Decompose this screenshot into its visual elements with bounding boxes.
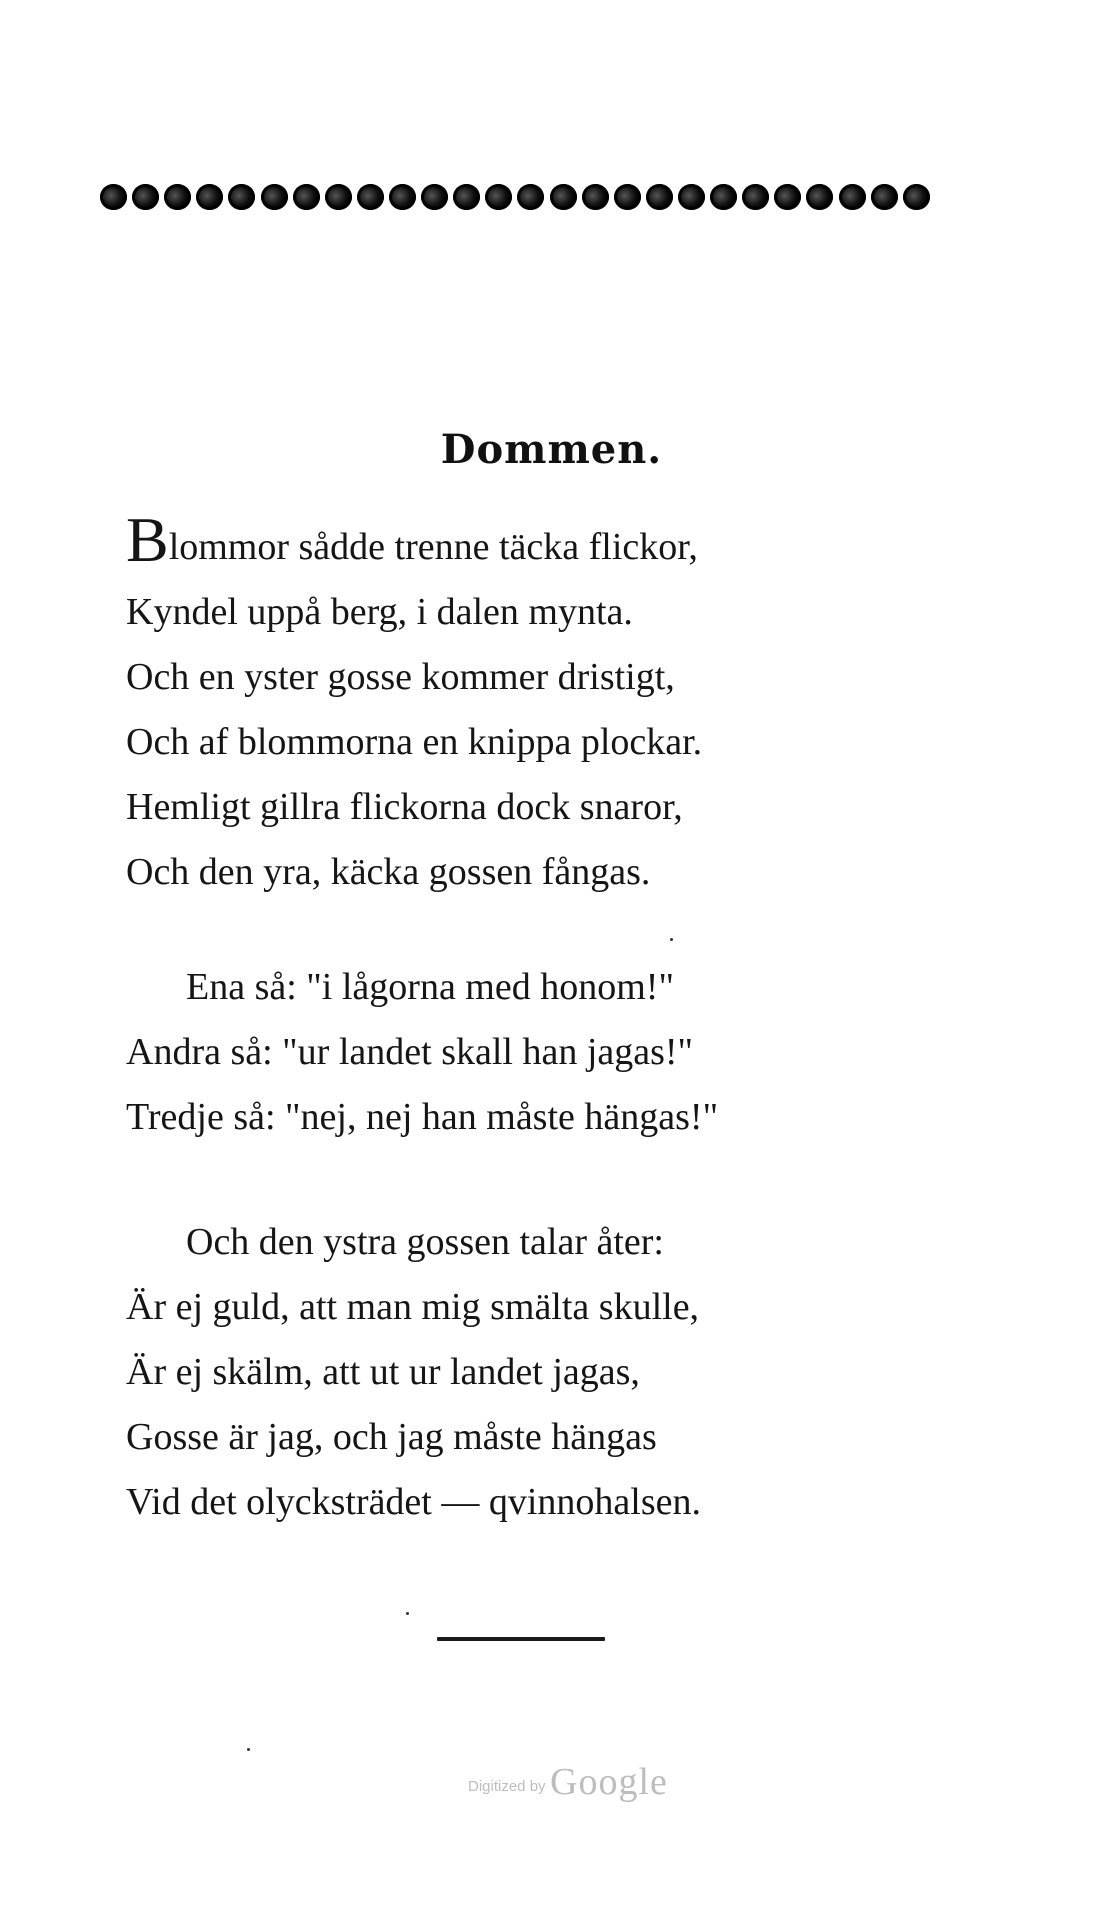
poem-line: Vid det olycksträdet — qvinnohalsen. — [126, 1481, 701, 1523]
ornament-bead — [453, 184, 480, 210]
ornament-bead — [357, 184, 384, 210]
ornament-bead — [774, 184, 801, 210]
poem-line: Och den ystra gossen talar åter: — [186, 1221, 664, 1263]
ornament-bead — [646, 184, 673, 210]
ornament-bead — [389, 184, 416, 210]
ornament-bead — [871, 184, 898, 210]
ornament-bead — [261, 184, 288, 210]
ornament-bead — [164, 184, 191, 210]
poem-line: Hemligt gillra flickorna dock snaror, — [126, 786, 683, 828]
ornament-bead — [806, 184, 833, 210]
ornament-bead — [614, 184, 641, 210]
ornament-bead — [903, 184, 930, 210]
ornament-bead — [742, 184, 769, 210]
poem-line: Ena så: "i lågorna med honom!" — [186, 966, 674, 1008]
ornament-bead — [678, 184, 705, 210]
poem-line: Blommor sådde trenne täcka flickor, — [126, 504, 698, 575]
ornament-bead — [100, 184, 127, 210]
poem-title: Dommen. — [440, 426, 663, 473]
poem-line: Är ej guld, att man mig smälta skulle, — [126, 1286, 700, 1328]
ornament-bead — [293, 184, 320, 210]
ornament-bead — [517, 184, 544, 210]
poem-line: Och af blommorna en knippa plockar. — [126, 721, 703, 763]
poem-line: Är ej skälm, att ut ur landet jagas, — [126, 1351, 640, 1393]
ornament-bead — [228, 184, 255, 210]
poem-line: Kyndel uppå berg, i dalen mynta. — [126, 591, 633, 633]
poem-line: Och den yra, käcka gossen fångas. — [126, 851, 651, 893]
ornament-bead — [710, 184, 737, 210]
end-rule — [437, 1637, 605, 1641]
ornament-bead — [582, 184, 609, 210]
ornament-bead — [421, 184, 448, 210]
ornament-bead — [132, 184, 159, 210]
google-logo-text: Google — [550, 1761, 668, 1803]
print-speck — [247, 1748, 250, 1751]
poem-line: Gosse är jag, och jag måste hängas — [126, 1416, 657, 1458]
ornament-bar — [100, 182, 930, 212]
ornament-bead — [325, 184, 352, 210]
poem-line: Tredje så: "nej, nej han måste hängas!" — [126, 1096, 719, 1138]
watermark-prefix: Digitized by — [468, 1778, 546, 1795]
stanza-3 — [126, 1210, 1026, 1535]
ornament-bead — [485, 184, 512, 210]
digitized-watermark — [468, 1760, 668, 1804]
print-speck — [406, 1612, 409, 1615]
ornament-bead — [196, 184, 223, 210]
drop-cap: B — [126, 504, 169, 575]
poem-line: Andra så: "ur landet skall han jagas!" — [126, 1031, 694, 1073]
print-speck — [670, 938, 673, 941]
stanza-2 — [126, 955, 1026, 1150]
poem-line: Och en yster gosse kommer dristigt, — [126, 656, 675, 698]
ornament-bead — [839, 184, 866, 210]
ornament-bead — [550, 184, 577, 210]
stanza-1 — [126, 504, 1026, 905]
